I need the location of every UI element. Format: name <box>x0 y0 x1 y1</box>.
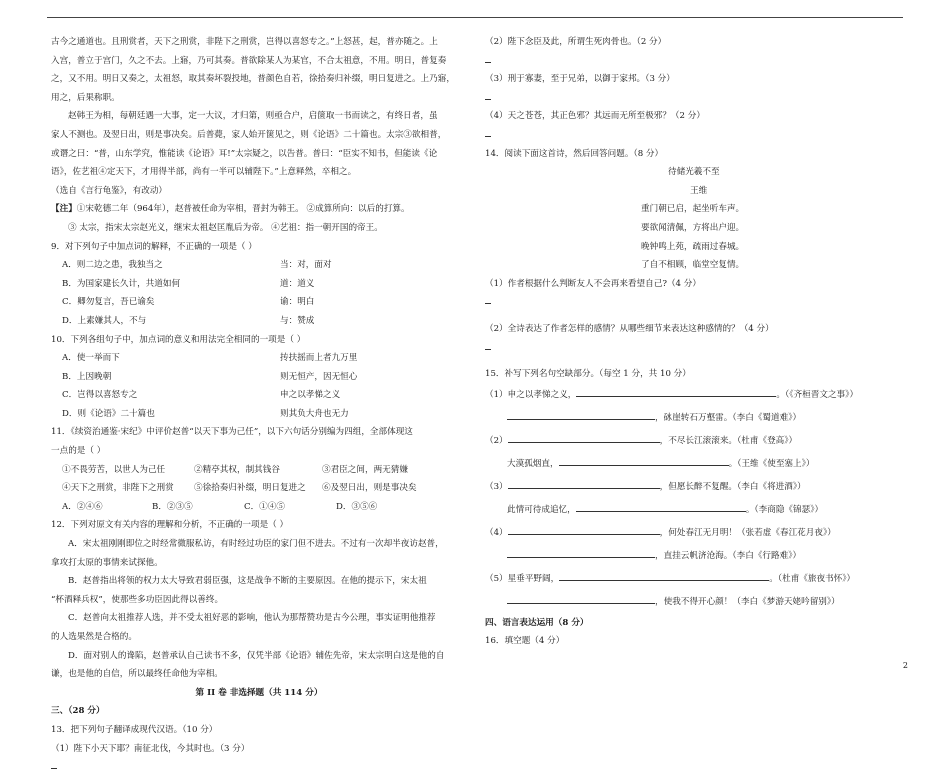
question-10-stem: 10．下列各组句子中，加点词的意义和用法完全相同的一项是（ ） <box>51 334 306 345</box>
question-15-prefix: （3） <box>485 481 508 492</box>
question-15-prefix: 此情可待成追忆， <box>507 504 576 515</box>
question-16-stem: 16．填空题（4 分） <box>485 636 565 647</box>
question-11-stem: 一点的是（ ） <box>51 446 106 457</box>
fill-blank[interactable] <box>508 476 660 489</box>
question-13-1: （1）陛下小天下耶？南征北伐，今其时也。（3 分） <box>51 743 250 754</box>
question-15-suffix: ，不尽长江滚滚来。（杜甫《登高》） <box>659 435 798 446</box>
header-rule <box>47 17 903 18</box>
poem-line: 了自不相顾，临堂空复情。 <box>641 260 745 271</box>
question-11-stem: 11．《续资治通鉴·宋纪》中评价赵普“以天下事为己任”，以下六句话分别编为四组，全部体现这 <box>51 427 413 438</box>
question-9-option[interactable]: C．卿勿复言，吾已谕矣 谕：明白 <box>62 297 315 308</box>
question-15-line <box>485 522 900 543</box>
question-15-suffix: ，但愿长醉不复醒。（李白《将进酒》） <box>659 481 806 492</box>
fill-blank[interactable] <box>508 522 660 535</box>
question-14-2: （2）全诗表达了作者怎样的感情？从哪些细节来表达这种感情的？（4 分） <box>485 323 774 334</box>
question-9-option[interactable]: D．上素嫌其人，不与 与：赞成 <box>62 315 315 326</box>
question-9-option[interactable]: B．为国家建长久计，共道如何 道：道义 <box>62 278 315 289</box>
passage-line: 语》，佐艺祖④定天下，才用得半部，尚有一半可以辅陛下。”上意释然，卒相之。 <box>51 167 357 178</box>
question-15-prefix: 大漠孤烟直， <box>507 458 559 469</box>
question-15-line <box>485 384 900 405</box>
question-11-choices[interactable]: A．②④⑥ B．②③⑤ C．①④⑤ D．③⑤⑥ <box>62 501 378 512</box>
page-number: 2 <box>902 661 908 671</box>
section-4-heading: 四、语言表达运用（8 分） <box>485 617 589 628</box>
question-10-option[interactable]: C．岂得以喜怒专之 申之以孝悌之义 <box>62 390 341 401</box>
passage-line: 用之，后果称职。 <box>51 92 120 103</box>
question-15-line <box>485 499 900 520</box>
question-12-option: “杯酒释兵权”，使那些多功臣因此得以善终。 <box>51 594 224 605</box>
question-15-line <box>485 545 900 566</box>
answer-line[interactable] <box>485 52 900 71</box>
question-15-suffix: ，砯崖转石万壑雷。（李白《蜀道难》） <box>655 412 802 423</box>
question-9-stem: 9．对下列句子中加点词的解释，不正确的一项是（ ） <box>51 241 257 252</box>
question-13-stem: 13．把下列句子翻译成现代汉语。（10 分） <box>51 724 218 735</box>
poem-line: 要欲闻清佩，方将出户迎。 <box>641 222 745 233</box>
question-15-suffix: ，直挂云帆济沧海。（李白《行路难》） <box>655 550 802 561</box>
passage-line: 之，又不用。明日又奏之，太祖怒，取其奏坏裂投地，普颜色自若，徐拾奏归补缀，明日复进之。上乃寤， <box>51 74 455 85</box>
question-12-option: 的人选果然是合格的。 <box>51 632 137 642</box>
answer-line[interactable] <box>51 758 467 777</box>
section-3-heading: 三、（28 分） <box>51 706 105 717</box>
question-15-line <box>485 453 900 474</box>
question-14-stem: 14．阅读下面这首诗，然后回答问题。（8 分） <box>485 148 664 159</box>
poem-line: 重门朝已启，起坐听车声。 <box>641 204 745 215</box>
question-12-option: 谦，也是他的自信，所以最终任命他为宰相。 <box>51 669 223 680</box>
fill-blank[interactable] <box>508 430 660 443</box>
right-column <box>485 33 900 651</box>
question-12-option[interactable]: A．宋太祖刚刚即位之时经常微服私访，有时经过功臣的家门但不进去。不过有一次却半夜访赵普， <box>68 539 444 550</box>
question-10-option[interactable]: B．上因晚朝 则无恒产，因无恒心 <box>62 371 358 382</box>
answer-line[interactable] <box>485 293 900 312</box>
question-11-items: ④天下之刑赏，非陛下之刑赏 ⑤徐拾奏归补缀，明日复进之 ⑥及翌日出，则是事决矣 <box>62 483 417 494</box>
question-12-stem: 12．下列对原文有关内容的理解和分析，不正确的一项是（ ） <box>51 520 289 531</box>
question-15-suffix: ，使我不得开心颜！（李白《梦游天姥吟留别》） <box>655 596 840 607</box>
answer-line[interactable] <box>485 339 900 358</box>
poem-author: 王维 <box>690 185 708 196</box>
part-2-title: 第 II 卷 非选择题（共 114 分） <box>195 687 323 698</box>
question-13-3: （3）刑于寡妻，至于兄弟，以御于家邦。（3 分） <box>485 74 675 85</box>
question-13-4: （4）天之苍苍，其正色邪？其远而无所至极邪？（2 分） <box>485 111 705 122</box>
question-12-option[interactable]: C．赵普向太祖推荐人选，并不受太祖好恶的影响，他认为那帮赞功是古今公理，事实证明他推荐 <box>68 613 436 624</box>
question-15-suffix: 。（李商隐《锦瑟》） <box>745 504 824 515</box>
question-12-option[interactable]: D．面对别人的谗陷，赵普承认自己读书不多，仅凭半部《论语》辅佐先帝，宋太宗明白这是他的自 <box>68 650 445 661</box>
left-column <box>51 33 467 777</box>
poem-title: 待储光羲不至 <box>668 167 720 178</box>
question-15-line <box>485 407 900 428</box>
note-line: ③ 太宗，指宋太宗赵光义，继宋太祖赵匡胤后为帝。 ④艺祖：指一朝开国的帝王。 <box>68 222 383 233</box>
passage-line: 家人不测也。及翌日出，则是事决矣。后普薨，家人始开箧见之，则《论语》二十篇也。太宗③欲相普， <box>51 129 447 140</box>
question-15-prefix: （2） <box>485 435 508 446</box>
fill-blank[interactable] <box>576 384 776 397</box>
fill-blank[interactable] <box>507 407 655 420</box>
question-11-items: ①不畏劳苦，以世人为己任 ②精亭其权，制其钱谷 ③君臣之间，两无猜嫌 <box>62 464 408 475</box>
note-label: 【注】 <box>51 204 77 215</box>
fill-blank[interactable] <box>507 591 655 604</box>
passage-source: （选自《言行龟鉴》，有改动） <box>51 185 168 196</box>
passage-line: 或谮之曰：“普，山东学究，惟能读《论语》耳!”太宗疑之，以告普。普曰：“臣实不知书，但能读《论 <box>51 148 438 159</box>
answer-line[interactable] <box>485 126 900 145</box>
question-13-2: （2）陛下念臣及此，所谓生死肉骨也。（2 分） <box>485 37 667 47</box>
question-15-line <box>485 430 900 451</box>
answer-line[interactable] <box>485 89 900 108</box>
question-12-option: 拿攻打太原的事情来试探他。 <box>51 557 163 568</box>
passage-line: 赵韩王为相，每朝廷遇一大事，定一大议，才归第，则亟合户，启箧取一书而读之，有终日者，虽 <box>68 111 438 122</box>
note-text: ①宋乾德二年（964年），赵普被任命为宰相，晋封为韩王。 ②成算所向：以后的打算。 <box>76 204 410 215</box>
passage-line: 古今之通道也。且刑赏者，天下之刑赏，非陛下之刑赏，岂得以喜怒专之。”上怒甚，起，普亦随之。上 <box>51 37 438 47</box>
question-15-suffix: ，何处春江无月明！（张若虚《春江花月夜》） <box>659 527 836 538</box>
fill-blank[interactable] <box>507 545 655 558</box>
question-15-suffix: 。（杜甫《旅夜书怀》） <box>769 573 856 584</box>
question-15-line <box>485 476 900 497</box>
question-10-option[interactable]: A．使一举而下 抟扶摇而上者九万里 <box>62 353 358 364</box>
question-15-line <box>485 591 900 612</box>
question-15-suffix: 。（《齐桓晋文之事》） <box>776 389 859 400</box>
fill-blank[interactable] <box>559 453 729 466</box>
passage-line: 入宫，普立于宫门，久之不去。上寤，乃可其奏。普欲除某人为某官，不合太祖意，不用。明日，普复奏 <box>51 55 447 66</box>
question-15-prefix: （1）申之以孝悌之义， <box>485 389 577 400</box>
question-15-lines <box>485 384 900 611</box>
question-15-suffix: 。（王维《使至塞上》） <box>728 458 815 469</box>
question-15-line <box>485 568 900 589</box>
question-12-option[interactable]: B．赵普指出将领的权力太大导致君弱臣强，这是战争不断的主要原因。在他的提示下，宋太祖 <box>68 576 427 587</box>
question-15-stem: 15．补写下列名句空缺部分。（每空 1 分，共 10 分） <box>485 369 691 380</box>
fill-blank[interactable] <box>559 568 769 581</box>
question-14-1: （1）作者根据什么判断友人不会再来看望自己?（4 分） <box>485 278 701 289</box>
note-line <box>51 200 467 219</box>
fill-blank[interactable] <box>576 499 746 512</box>
question-15-prefix: （5）星垂平野阔， <box>485 573 560 584</box>
question-15-prefix: （4） <box>485 527 508 538</box>
poem-line: 晚钟鸣上苑，疏雨过春城。 <box>641 241 745 252</box>
question-9-option[interactable]: A．则二边之患，我独当之 当：对，面对 <box>62 260 332 271</box>
question-10-option[interactable]: D．则《论语》二十篇也 则其负大舟也无力 <box>62 408 349 419</box>
